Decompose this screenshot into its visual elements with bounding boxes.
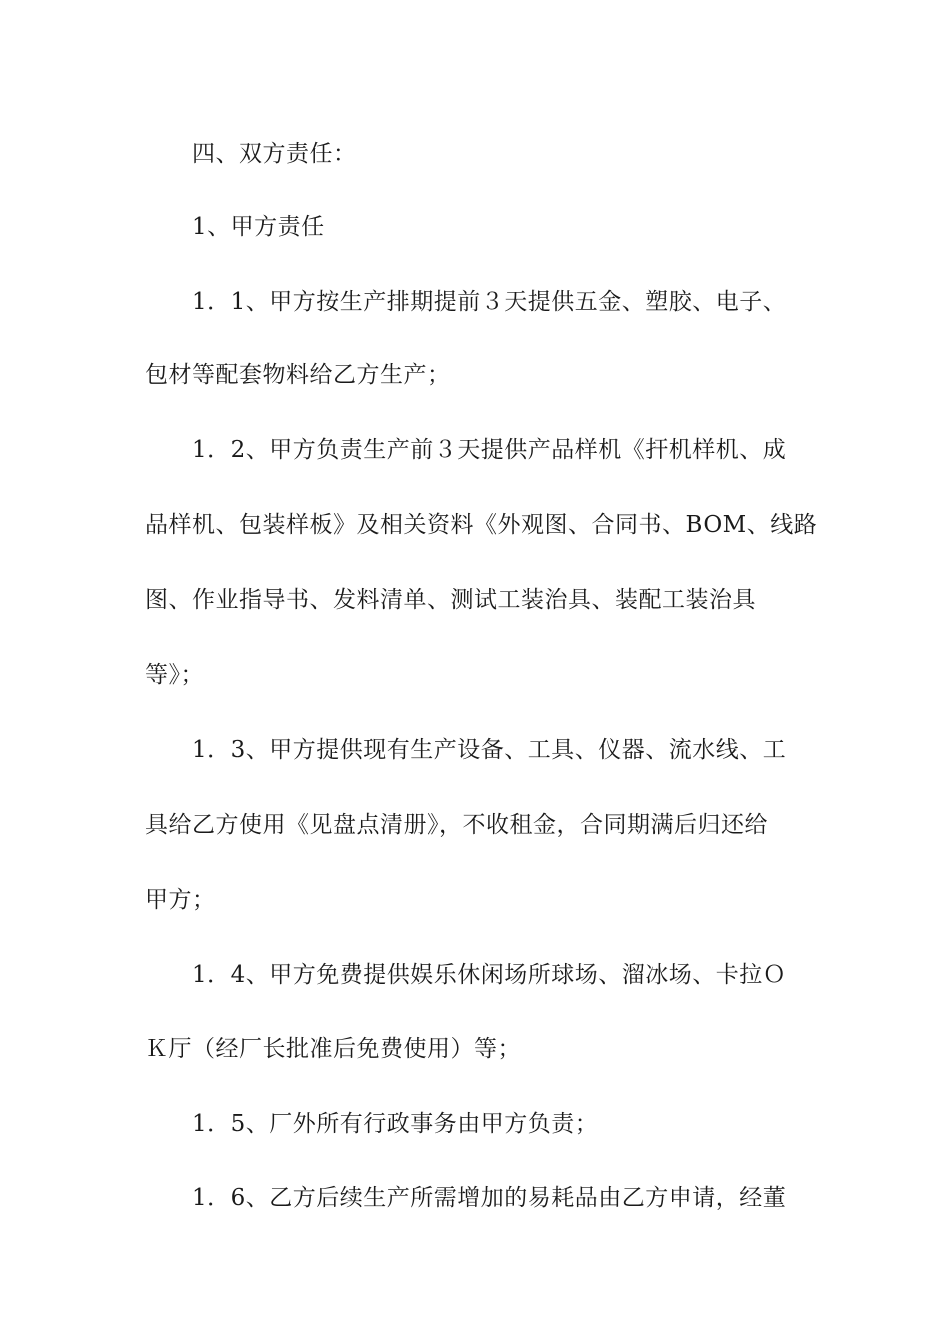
- paragraph-line: Ｋ厅（经厂长批准后免费使用）等；: [145, 1036, 521, 1062]
- paragraph-line: 1．6、乙方后续生产所需增加的易耗品由乙方申请，经董: [192, 1185, 787, 1211]
- paragraph-line: 1．4、甲方免费提供娱乐休闲场所球场、溜冰场、卡拉Ｏ: [192, 962, 787, 988]
- paragraph-line: 1．5、厂外所有行政事务由甲方负责；: [192, 1111, 599, 1137]
- paragraph-line: 1．1、甲方按生产排期提前３天提供五金、塑胶、电子、: [192, 289, 787, 315]
- paragraph-line: 品样机、包装样板》及相关资料《外观图、合同书、BOM、线路: [145, 512, 818, 538]
- paragraph-line: 1．3、甲方提供现有生产设备、工具、仪器、流水线、工: [192, 737, 787, 763]
- paragraph-line: 等》；: [145, 662, 204, 688]
- subsection-heading: 1、甲方责任: [192, 214, 325, 240]
- paragraph-line: 包材等配套物料给乙方生产；: [145, 362, 451, 388]
- section-heading: 四、双方责任：: [192, 141, 357, 167]
- paragraph-line: 1．2、甲方负责生产前３天提供产品样机《扞机样机、成: [192, 437, 787, 463]
- paragraph-line: 图、作业指导书、发料清单、测试工装治具、装配工装治具: [145, 587, 756, 613]
- paragraph-line: 具给乙方使用《见盘点清册》，不收租金，合同期满后归还给: [145, 812, 768, 838]
- paragraph-line: 甲方；: [145, 887, 216, 913]
